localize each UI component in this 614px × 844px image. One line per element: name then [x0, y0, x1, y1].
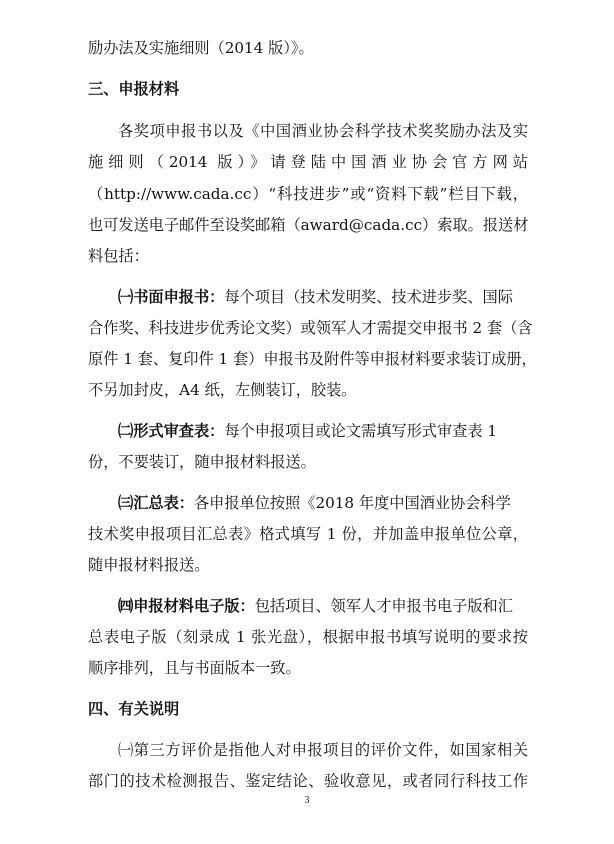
text-line: 不另加封皮，A4 纸，左侧装订，胶装。 — [88, 381, 357, 399]
page-number: 3 — [304, 795, 310, 806]
section-heading-3: 三、申报材料 — [88, 80, 180, 98]
text-line — [118, 596, 528, 616]
item-text: 包括项目、领军人才申报书电子版和汇 — [254, 597, 513, 615]
text-line: 总表电子版（刻录成 1 张光盘），根据申报书填写说明的要求按 — [88, 628, 528, 646]
text-line — [118, 493, 528, 513]
text-line: （http://www.cada.cc）“科技进步”或“资料下载”栏目下载， — [88, 185, 528, 203]
text-line — [118, 421, 528, 441]
text-line: ㈠第三方评价是指他人对申报项目的评价文件，如国家相关 — [118, 741, 528, 759]
text-line: 随申报材料报送。 — [88, 556, 210, 574]
text-line: 技术奖申报项目汇总表》格式填写 1 份，并加盖申报单位公章， — [88, 525, 528, 543]
item-text: 每个申报项目或论文需填写形式审查表 1 — [224, 422, 497, 440]
text-line: 各奖项申报书以及《中国酒业协会科学技术奖奖励办法及实 — [118, 122, 528, 140]
item-label: ㈠书面申报书： — [118, 288, 225, 306]
text-line: 部门的技术检测报告、鉴定结论、验收意见，或者同行科技工作 — [88, 772, 528, 790]
text-line: 合作奖、科技进步优秀论文奖）或领军人才需提交申报书 2 套（含 — [88, 319, 533, 337]
item-label: ㈡形式审查表： — [118, 422, 225, 440]
item-text: 每个项目（技术发明奖、技术进步奖、国际 — [224, 288, 513, 306]
item-text: 各申报单位按照《2018 年度中国酒业协会科学 — [193, 494, 511, 512]
text-line: 也可发送电子邮件至设奖邮箱（award@cada.cc）索取。报送材 — [88, 216, 529, 234]
text-line: 份，不要装订，随申报材料报送。 — [88, 453, 316, 471]
item-label: ㈢汇总表： — [118, 494, 194, 512]
text-line: 料包括： — [88, 247, 149, 265]
text-line: 原件 1 套、复印件 1 套）申报书及附件等申报材料要求装订成册， — [88, 350, 537, 368]
text-line: 施细则（2014 版）》请登陆中国酒业协会官方网站 — [88, 153, 528, 171]
text-line: 顺序排列，且与书面版本一致。 — [88, 659, 301, 677]
text-line: 励办法及实施细则（2014 版）》。 — [88, 39, 314, 57]
section-heading-4: 四、有关说明 — [88, 700, 180, 718]
text-line — [118, 287, 528, 307]
item-label: ㈣申报材料电子版： — [118, 597, 255, 615]
